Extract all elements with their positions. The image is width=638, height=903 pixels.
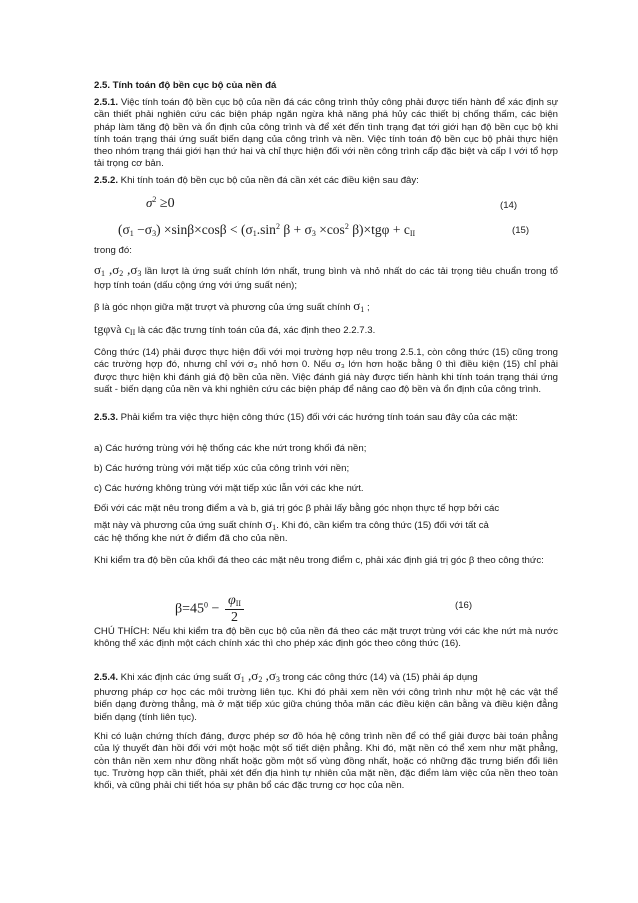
equation-14: $\sigma^2 \ge 0$ (146, 195, 175, 211)
paragraph-doi-voi-line1: Đối với các mặt nêu trong điểm a và b, giá trị góc β phải lấy bằng góc nhọn thực tế hợp bởi các (94, 503, 500, 514)
sigma-symbols: $\sigma_1$ $,\sigma_2$ $,\sigma_3$ (233, 668, 280, 684)
equation-16: $\beta=45^0$ − $\varphi_{II}$ 2 (175, 593, 244, 626)
eq-part: .sin (256, 222, 276, 237)
list-item-b: b) Các hướng trùng với mặt tiếp xúc của công trình với nền; (94, 463, 350, 474)
definition-text: β là góc nhọn giữa mặt trượt và phương của ứng suất chính (94, 302, 351, 313)
paragraph-2-5-2 (94, 175, 558, 187)
text: mặt này và phương của ứng suất chính (94, 520, 263, 531)
clause-label: 2.5.3. (94, 412, 119, 423)
section-heading: 2.5. Tính toán độ bền cục bộ của nền đá (94, 80, 277, 91)
subscript: 3 (311, 229, 316, 238)
subscript: 3 (152, 229, 157, 238)
paragraph-khi-kiem-tra: Khi kiểm tra độ bền của khối đá theo các mặt nêu trong điểm c, phải xác định giá trị góc β theo công thức: (94, 555, 544, 566)
clause-label: 2.5.2. (94, 175, 119, 186)
clause-label: 2.5.1. (94, 97, 119, 108)
sigma-1-symbol: $\sigma_1$ (353, 298, 365, 314)
paragraph-2-5-4-body: phương pháp cơ học các môi trường liên tục. Khi đó phải xem nền với công trình như một hệ các vật thể biến dạng đường thẳng, mà ở mặt tiếp xúc giữa chúng thỏa mãn các điều kiện cân bằng và điều kiện đẳng biến dạng (tính liên tục). (94, 687, 558, 723)
subscript: 1 (252, 229, 257, 238)
paragraph-text: Phải kiểm tra việc thực hiện công thức (15) đối với các hướng tính toán sau đây của các mặt: (118, 412, 518, 423)
subscript: II (409, 229, 416, 238)
paragraph-cong-thuc: Công thức (14) phải được thực hiện đối với mọi trường hợp nêu trong 2.5.1, còn công thức (15) cũng trong các trường hợp đó, nhưng chỉ với σ₃ nhỏ hơn 0. Nếu σ₃ lớn hơn hoặc bằng 0 thì điều kiện (15) chỉ phải được thực hiện khi đánh giá độ bền của nền. Việc đánh giá này được tiến hành khi tính toán trạng thái ứng suất - biến dạng của nền và khi nghiên cứu các biện pháp để nâng cao độ bền và ổn định của công trình. (94, 347, 558, 395)
clause-label: 2.5.4. (94, 672, 119, 683)
trong-do-label: trong đó: (94, 245, 132, 256)
eq-part: (σ (118, 222, 130, 237)
eq-part: β + σ (279, 222, 312, 237)
equation-15 (118, 222, 415, 238)
sigma-1-symbol: $\sigma_1$ (265, 516, 277, 532)
eq-part: β)×tgφ + c (348, 222, 410, 237)
equation-number-16: (16) (455, 600, 473, 611)
equation-number-14: (14) (500, 200, 518, 211)
paragraph-2-5-4-line1 (94, 670, 558, 686)
eq-part: −σ (133, 222, 153, 237)
definition-text: lần lượt là ứng suất chính lớn nhất, trung bình và nhỏ nhất do các tải trọng tiêu chuẩn trong tổ hợp tính toán (dấu cộng ứng với ứng suất nén); (94, 266, 558, 292)
list-item-c: c) Các hướng không trùng với mặt tiếp xúc lẫn với các khe nứt. (94, 483, 364, 494)
definition-text: là các đặc trưng tính toán của đá, xác định theo 2.2.7.3. (135, 325, 376, 336)
exponent: 2 (152, 195, 157, 204)
paragraph-doi-voi-line3: các hệ thống khe nứt ở điểm đã cho của nền. (94, 533, 288, 544)
paragraph-doi-voi-line2 (94, 518, 558, 534)
exponent: 2 (275, 222, 280, 231)
text: Khi xác định các ứng suất (118, 672, 232, 683)
paragraph-2-5-1 (94, 97, 558, 171)
note-chu-thich: CHÚ THÍCH: Nếu khi kiểm tra độ bền cục bộ của nền đá theo các mặt trượt trùng với các khe nứt mà nước không thể xác định một cách chính xác thì cho phép xác định góc theo công thức (16). (94, 626, 558, 650)
fraction (225, 593, 244, 626)
paragraph-2-5-3 (94, 412, 558, 424)
list-item-a: a) Các hướng trùng với hệ thống các khe nứt trong khối đá nền; (94, 443, 367, 454)
degree: 0 (204, 600, 209, 610)
denominator: 2 (230, 610, 238, 625)
paragraph-text: Việc tính toán độ bền cục bộ của nền đá các công trình thủy công phải được tiến hành để xác định sự cần thiết phải nghiên cứu các biện pháp ngăn ngừa khả năng phá hủy các thiết bị chống thấm, các biện pháp làm tăng độ bền và ổn định của công trình và để xét đến tình trạng đạt tới giới hạn độ bền cục bộ khi tính toán trạng thái ứng suất biến dạng của công trình và nền. Việc tính toán độ bền cục bộ phải thực hiện theo nhóm trạng thái giới hạn thứ hai và chỉ thực hiện đối với nền công trình cấp đặc biệt và cấp I với tổ hợp tải trọng cơ bản. (94, 97, 558, 170)
eq-part: ×cos (315, 222, 345, 237)
tg-definition (94, 323, 558, 339)
text: trong các công thức (14) và (15) phải áp dụng (279, 672, 478, 683)
numerator: $\varphi_{II}$ (225, 593, 244, 610)
subscript: 1 (129, 229, 134, 238)
exponent: 2 (344, 222, 349, 231)
sigma-definition (94, 264, 558, 293)
eq-lhs: β=45 (175, 601, 205, 617)
paragraph-text: Khi tính toán độ bền cục bộ của nền đá cần xét các điều kiện sau đây: (118, 175, 419, 186)
sigma-symbols: $\sigma_1$ $,\sigma_2$ $,\sigma_3$ (94, 262, 142, 278)
tg-phi-symbol: tgφvà (94, 322, 122, 336)
equation-number-15: (15) (512, 225, 530, 236)
eq-part: ) ×sinβ×cosβ < (σ (156, 222, 253, 237)
text: . Khi đó, cần kiểm tra công thức (15) đối với tất cả (276, 520, 489, 531)
beta-definition: β là góc nhọn giữa mặt trượt và phương của ứng suất chính $\sigma_1$ ; (94, 298, 370, 314)
paragraph-last: Khi có luận chứng thích đáng, được phép sơ đồ hóa hệ công trình nền để có thể giải được bài toán phẳng của lý thuyết đàn hồi đối với một hoặc một số tiết diện phẳng. Khi đó, mặt nền có thể xem như mặt phẳng, còn thân nền xem như đồng nhất hoặc gồm một số vùng đồng nhất, hoặc có những đặc trưng biến đổi liên tục. Trường hợp cần thiết, phải xét đến địa hình tự nhiên của mặt nền, đặc điểm làm việc của nền theo toàn khối, và cũng phải chi tiết hóa sự phân bổ các đặc trưng cơ học của nền. (94, 731, 558, 792)
sigma-symbol: σ (146, 195, 153, 210)
c-ii-symbol: $c_{II}$ (121, 322, 136, 337)
